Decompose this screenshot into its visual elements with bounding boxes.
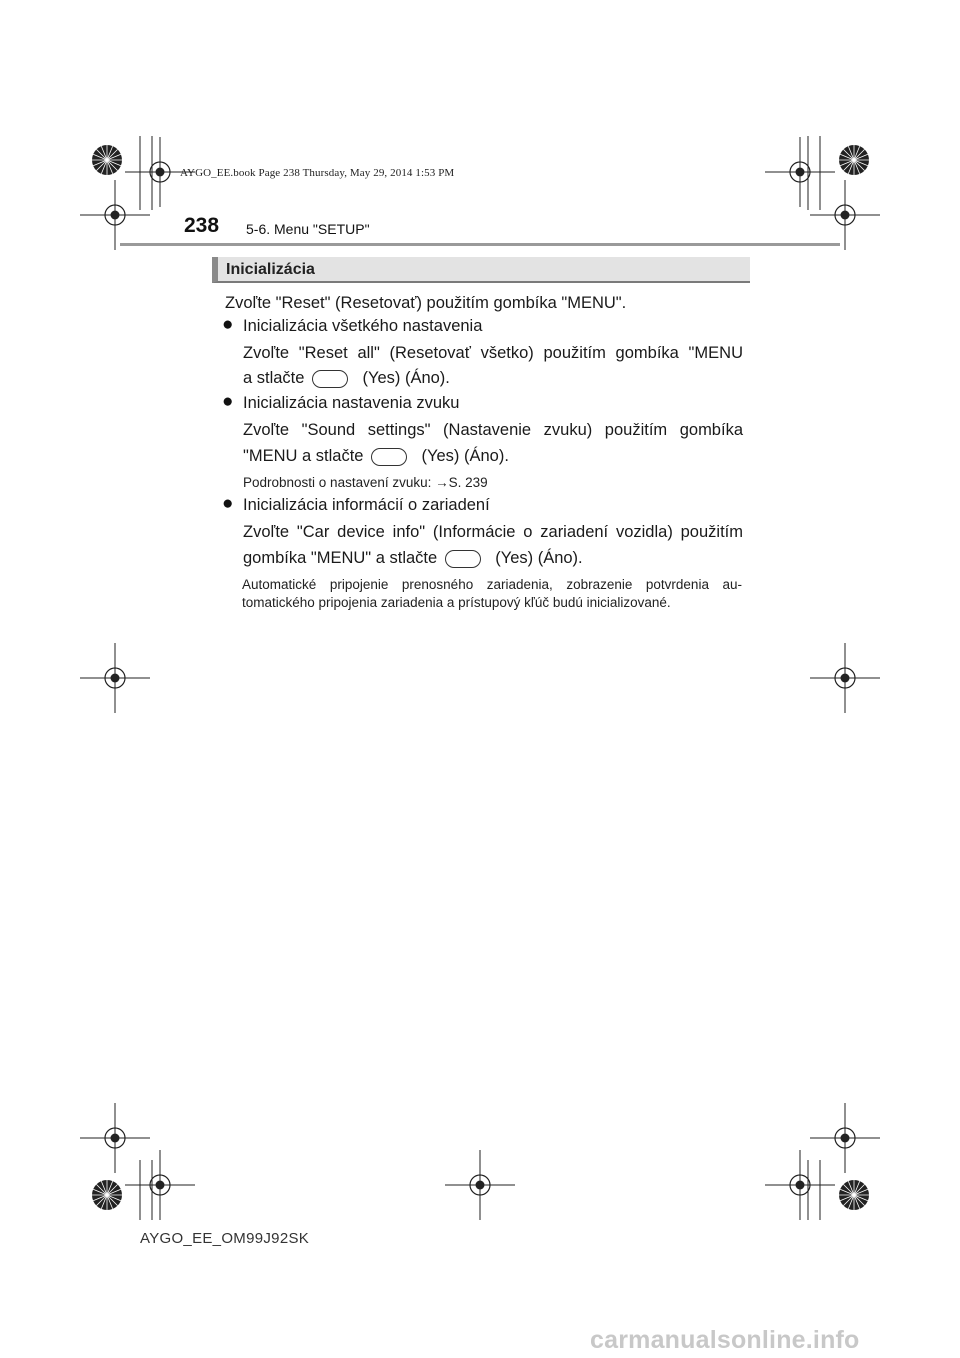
header-rule	[120, 243, 840, 246]
item-instruction-cont	[243, 548, 583, 568]
item-instruction: Zvoľte "Reset all" (Resetovať všetko) použitím gombíka "MENU	[243, 344, 743, 362]
registration-burst-icon	[839, 1180, 869, 1210]
instruction-text: gombíka "MENU" a stlačte	[243, 549, 438, 567]
item-instruction-cont	[243, 446, 509, 466]
section-heading: Inicializácia	[226, 261, 315, 278]
item-title: Inicializácia informácií o zariadení	[243, 496, 490, 514]
book-info-slug: AYGO_EE.book Page 238 Thursday, May 29, 2014 1:53 PM	[180, 167, 455, 179]
bullet-icon: ●	[222, 391, 234, 412]
item-instruction: Zvoľte "Car device info" (Informácie o zariadení vozidla) použitím	[243, 523, 743, 541]
item-title: Inicializácia všetkého nastavenia	[243, 317, 483, 335]
instruction-text: (Yes) (Áno).	[362, 369, 450, 387]
watermark: carmanualsonline.info	[590, 1326, 860, 1354]
registration-burst-icon	[92, 145, 122, 175]
instruction-text: (Yes) (Áno).	[421, 447, 509, 465]
registration-cross-icon	[80, 643, 150, 713]
steering-switch-button-icon	[371, 448, 407, 466]
intro-text: Zvoľte "Reset" (Resetovať) použitím gombíka "MENU".	[225, 294, 627, 312]
item-title: Inicializácia nastavenia zvuku	[243, 394, 460, 412]
instruction-text: "MENU a stlačte	[243, 447, 364, 465]
item-note-cont: tomatického pripojenia zariadenia a prístupový kľúč budú inicializované.	[242, 595, 671, 610]
item-note: Automatické pripojenie prenosného zariadenia, zobrazenie potvrdenia au-	[242, 577, 742, 592]
instruction-text: (Yes) (Áno).	[495, 549, 583, 567]
document-code: AYGO_EE_OM99J92SK	[140, 1230, 310, 1247]
instruction-text: a stlačte	[243, 369, 305, 387]
registration-cross-icon	[810, 643, 880, 713]
steering-switch-button-icon	[312, 370, 348, 388]
registration-burst-icon	[92, 1180, 122, 1210]
registration-cross-icon	[765, 137, 835, 207]
item-note: Podrobnosti o nastavení zvuku: →S. 239	[243, 475, 488, 490]
registration-cross-icon	[765, 1150, 835, 1220]
item-instruction: Zvoľte "Sound settings" (Nastavenie zvuku) použitím gombíka	[243, 421, 743, 439]
registration-cross-icon	[445, 1150, 515, 1220]
steering-switch-button-icon	[445, 550, 481, 568]
section-title: 5-6. Menu "SETUP"	[246, 221, 370, 237]
registration-cross-icon	[125, 1150, 195, 1220]
item-instruction-cont	[243, 368, 450, 388]
bullet-icon: ●	[222, 314, 234, 335]
bullet-icon: ●	[222, 493, 234, 514]
registration-burst-icon	[839, 145, 869, 175]
page-number: 238	[184, 214, 220, 237]
